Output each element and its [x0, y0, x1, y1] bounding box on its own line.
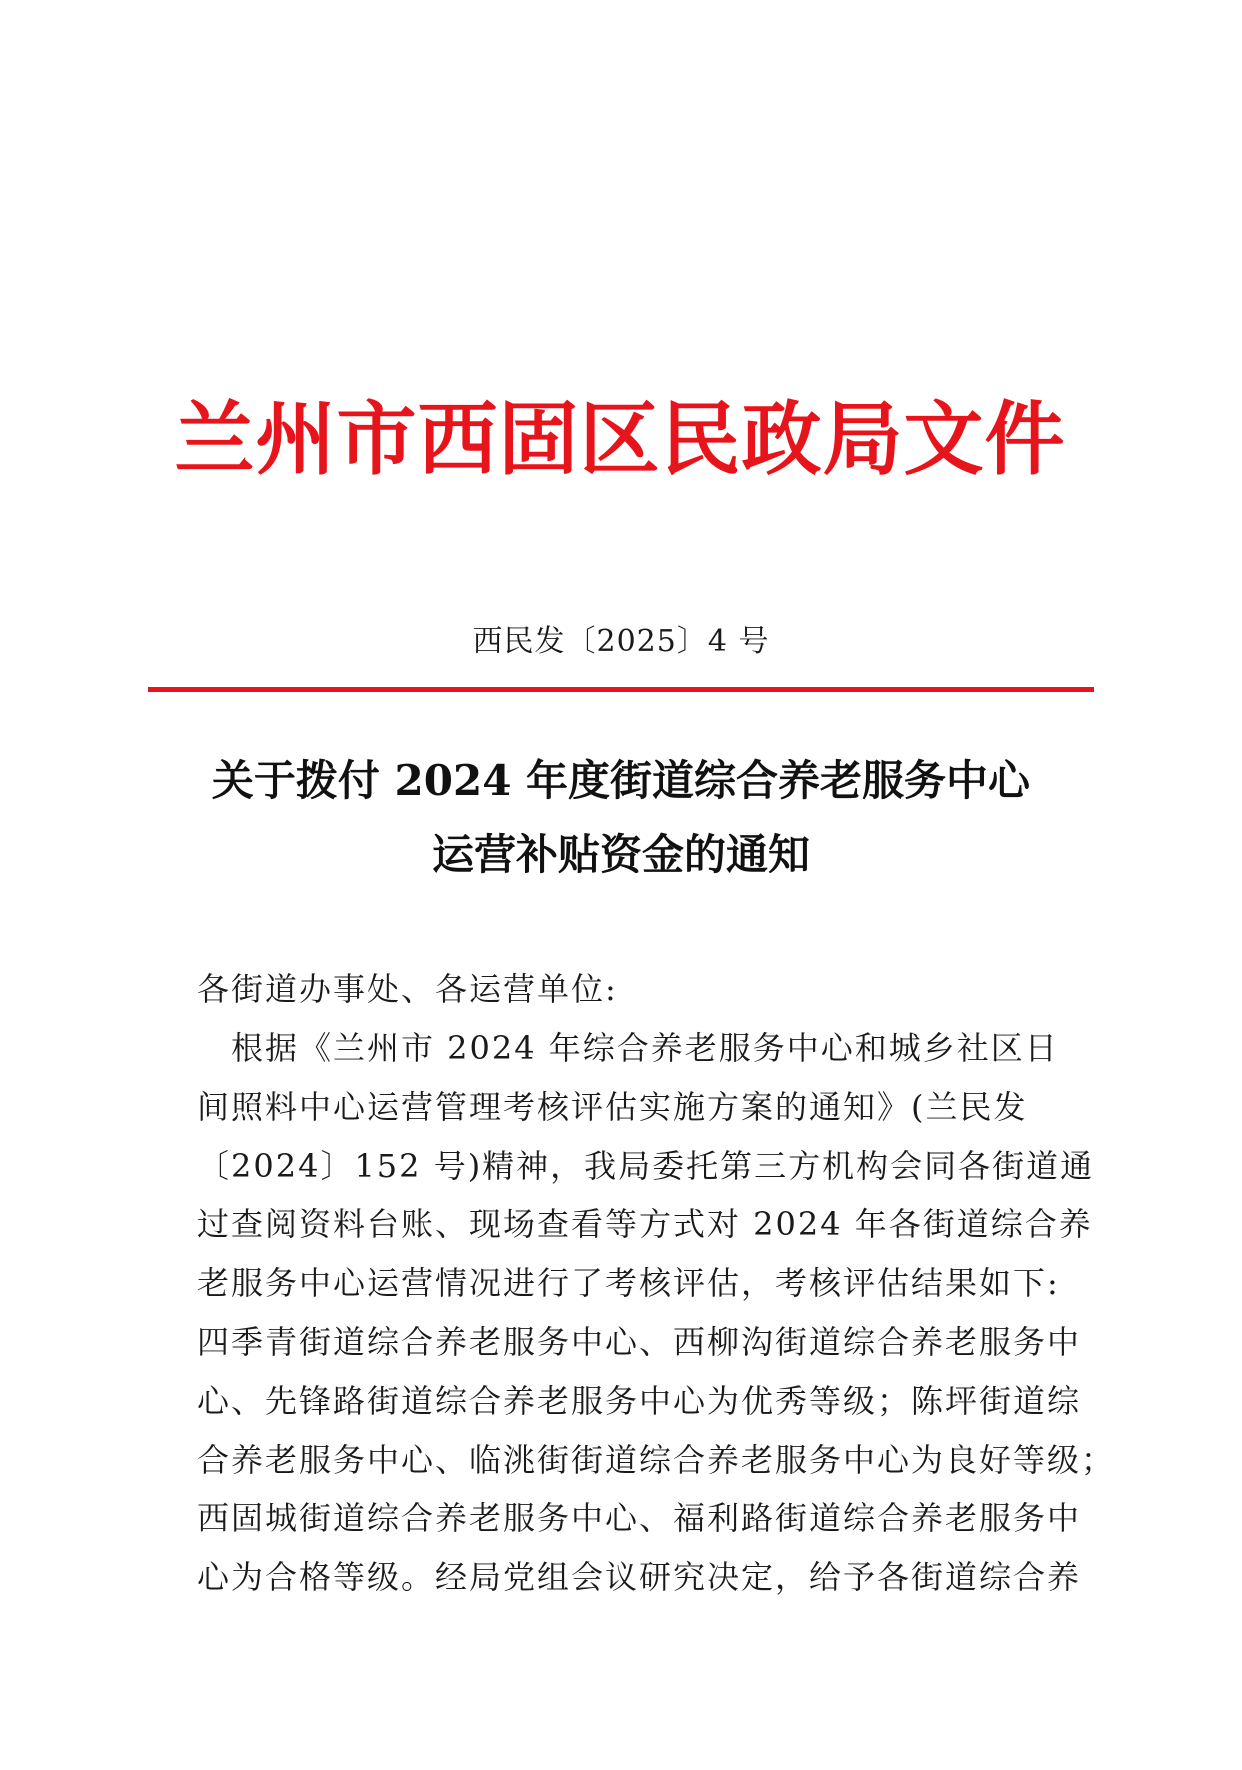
body-line: 老服务中心运营情况进行了考核评估，考核评估结果如下:	[197, 1264, 1060, 1303]
document-number: 西民发〔2025〕4 号	[472, 624, 770, 659]
body-line: 间照料中心运营管理考核评估实施方案的通知》(兰民发	[197, 1087, 1028, 1126]
body-line: 合养老服务中心、临洮街街道综合养老服务中心为良好等级；	[197, 1440, 1116, 1479]
body-line: 〔2024〕152 号)精神，我局委托第三方机构会同各街道通	[197, 1146, 1095, 1185]
addressee: 各街道办事处、各运营单位:	[197, 970, 618, 1008]
subject-line: 关于拨付 2024 年度街道综合养老服务中心	[211, 756, 1031, 805]
body-line: 心、先锋路街道综合养老服务中心为优秀等级；陈坪街道综	[197, 1381, 1082, 1420]
body-line: 西固城街道综合养老服务中心、福利路街道综合养老服务中	[197, 1499, 1082, 1538]
body-text	[197, 1019, 1116, 1607]
body-line: 过查阅资料台账、现场查看等方式对 2024 年各街道综合养	[197, 1205, 1093, 1244]
body-line: 心为合格等级。经局党组会议研究决定，给予各街道综合养	[197, 1558, 1082, 1597]
body-line: 根据《兰州市 2024 年综合养老服务中心和城乡社区日	[197, 1029, 1059, 1067]
issuer-header: 兰州市西固区民政局文件	[174, 393, 1066, 486]
red-separator-line	[148, 687, 1094, 692]
document-subject	[0, 744, 1242, 892]
body-line: 四季青街道综合养老服务中心、西柳沟街道综合养老服务中	[197, 1322, 1082, 1361]
subject-line: 运营补贴资金的通知	[431, 830, 810, 879]
